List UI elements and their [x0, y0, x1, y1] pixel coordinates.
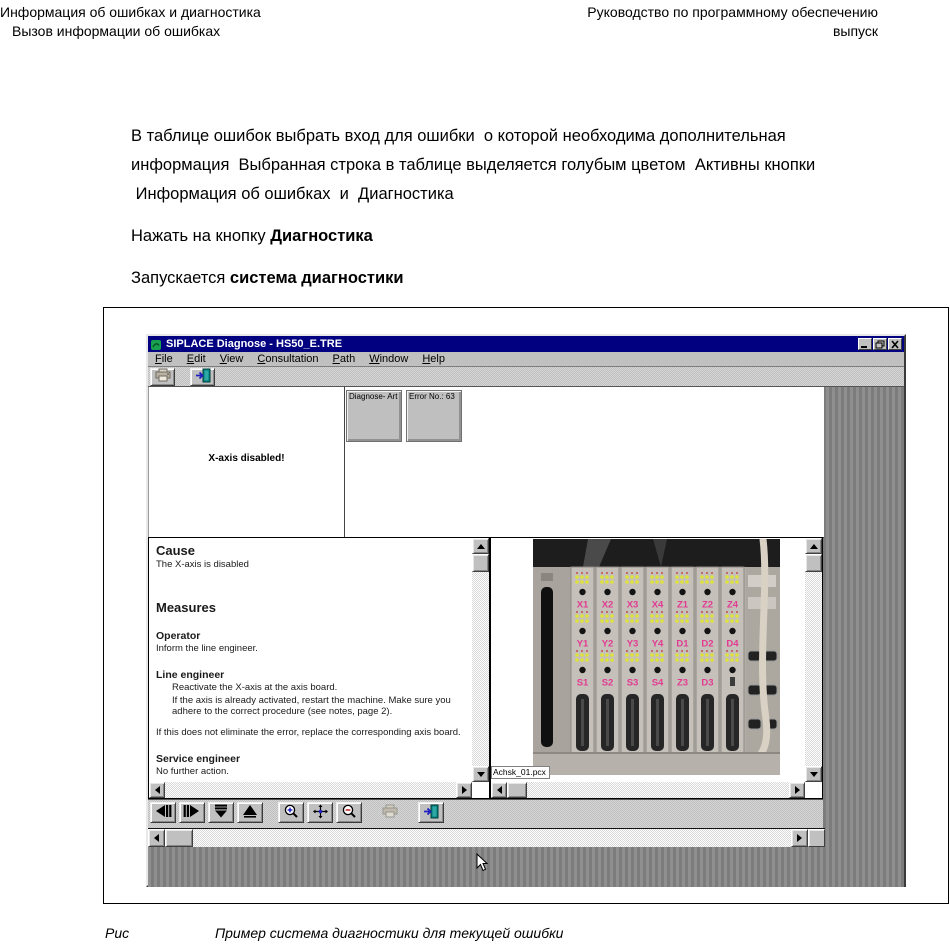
svg-text:D3: D3 — [701, 677, 714, 689]
mouse-cursor — [476, 853, 488, 877]
arrow-up-icon — [810, 544, 818, 549]
scroll-track[interactable] — [527, 782, 789, 798]
info-box[interactable]: Diagnose- Art — [346, 390, 402, 442]
text-line: No further action. — [156, 766, 229, 777]
exit-icon — [423, 804, 439, 822]
scroll-thumb[interactable] — [805, 554, 822, 572]
axis-board-photo — [533, 539, 780, 775]
title-bar[interactable] — [148, 336, 904, 352]
zoom-in-icon — [283, 804, 299, 822]
svg-text:Y2: Y2 — [601, 638, 614, 650]
text-line: Inform the line engineer. — [156, 643, 258, 654]
text-panel-hscrollbar[interactable] — [149, 782, 472, 798]
svg-text:Y4: Y4 — [651, 638, 664, 650]
svg-text:S4: S4 — [651, 677, 664, 689]
photo-panel — [490, 537, 823, 799]
print-button[interactable] — [150, 368, 175, 386]
scroll-thumb[interactable] — [472, 554, 489, 572]
panel-divider — [344, 387, 345, 537]
text-line: If the axis is already activated, restart the machine. Make sure you adhere to the correct procedure (see notes, page 2). — [172, 695, 451, 717]
svg-text:S1: S1 — [576, 677, 589, 689]
step-prev-icon — [154, 804, 172, 821]
photo-panel-vscrollbar[interactable] — [805, 538, 822, 782]
print-icon — [154, 368, 172, 385]
scroll-thumb[interactable] — [165, 829, 193, 847]
bottom-toolbar — [148, 799, 823, 828]
client-area — [148, 387, 904, 887]
print-icon — [381, 804, 399, 821]
pan-button[interactable] — [307, 802, 333, 823]
text-line: The X-axis is disabled — [156, 559, 249, 570]
restore-icon — [875, 340, 885, 349]
header-chapter: Информация об ошибках и диагностика — [0, 4, 261, 20]
exit-icon — [195, 368, 211, 386]
arrow-left-icon — [497, 786, 502, 794]
close-button[interactable] — [888, 338, 902, 350]
step-next-icon — [183, 804, 201, 821]
zoom-out-button[interactable] — [336, 802, 362, 823]
arrow-right-icon — [462, 786, 467, 794]
menu-consultation[interactable]: Consultation — [257, 353, 319, 365]
minimize-icon — [860, 340, 870, 349]
header-section: Вызов информации об ошибках — [12, 23, 221, 39]
step-up-icon — [242, 804, 258, 821]
photo-panel-hscrollbar[interactable] — [491, 782, 805, 798]
svg-text:X3: X3 — [626, 599, 639, 611]
window-title: SIPLACE Diagnose - HS50_E.TRE — [166, 338, 343, 350]
scroll-down-button[interactable] — [472, 766, 489, 782]
text-line: Service engineer — [156, 753, 241, 765]
scroll-track[interactable] — [805, 572, 822, 766]
minimize-button[interactable] — [858, 338, 872, 350]
exit-button[interactable] — [190, 368, 215, 386]
caption-label: Рис — [105, 925, 130, 941]
text-panel-vscrollbar[interactable] — [472, 538, 489, 782]
text-line: Line engineer — [156, 669, 225, 681]
status-panel — [148, 387, 824, 538]
svg-text:Z1: Z1 — [676, 599, 689, 611]
svg-text:S2: S2 — [601, 677, 614, 689]
menu-bar — [148, 352, 904, 367]
exit-button[interactable] — [418, 802, 444, 823]
arrow-down-icon — [477, 772, 485, 777]
step-down-button[interactable] — [208, 802, 234, 823]
close-icon — [890, 340, 900, 349]
menu-path[interactable]: Path — [332, 353, 356, 365]
zoom-in-button[interactable] — [278, 802, 304, 823]
menu-window[interactable]: Window — [369, 353, 409, 365]
scroll-left-button[interactable] — [149, 782, 165, 798]
svg-text:D2: D2 — [701, 638, 714, 650]
menu-edit[interactable]: Edit — [186, 353, 206, 365]
scroll-track[interactable] — [472, 572, 489, 766]
arrow-down-icon — [810, 772, 818, 777]
scroll-right-button[interactable] — [789, 782, 805, 798]
restore-button[interactable] — [873, 338, 887, 350]
step-up-button[interactable] — [237, 802, 263, 823]
scroll-left-button[interactable] — [491, 782, 507, 798]
step-down-icon — [213, 804, 229, 821]
step-next-button[interactable] — [179, 802, 205, 823]
svg-text:X1: X1 — [576, 599, 589, 611]
scroll-up-button[interactable] — [805, 538, 822, 554]
info-box[interactable]: Error No.: 63 — [406, 390, 462, 442]
svg-text:X2: X2 — [601, 599, 614, 611]
svg-text:Z4: Z4 — [726, 599, 739, 611]
body-text — [131, 122, 879, 293]
step-prev-button[interactable] — [150, 802, 176, 823]
scrollbar-corner — [472, 782, 489, 798]
svg-text:S3: S3 — [626, 677, 639, 689]
arrow-right-icon — [797, 834, 802, 842]
header-issue: выпуск — [832, 23, 878, 39]
arrow-left-icon — [155, 786, 160, 794]
photo-filename-label: Achsk_01.pcx — [491, 766, 550, 779]
arrow-up-icon — [477, 544, 485, 549]
scrollbar-corner — [805, 782, 822, 798]
svg-text:Z2: Z2 — [701, 599, 714, 611]
svg-text:Y1: Y1 — [576, 638, 589, 650]
pan-icon — [312, 804, 329, 822]
scroll-left-button[interactable] — [148, 829, 165, 847]
text-line: Reactivate the X-axis at the axis board. — [172, 682, 338, 693]
svg-text:X4: X4 — [651, 599, 664, 611]
header-manual-title: Руководство по программному обеспечению — [587, 4, 878, 20]
paragraph-2: Нажать на кнопку Диагностика — [131, 227, 373, 245]
scroll-track[interactable] — [165, 782, 456, 798]
svg-text:D4: D4 — [726, 638, 739, 650]
error-status-text: X-axis disabled! — [208, 453, 285, 464]
scroll-right-button[interactable] — [791, 829, 808, 847]
paragraph-1: В таблице ошибок выбрать вход для ошибки о которой необходима дополнительная информация Выбранная строка в таблице выделяется голубым цветом Активны кнопки Информация об ошибках и Диагностика — [131, 127, 816, 203]
text-line: If this does not eliminate the error, replace the corresponding axis board. — [156, 727, 461, 738]
app-scrollbar-row — [148, 828, 825, 848]
scrollbar-size-box — [808, 829, 825, 847]
top-toolbar — [148, 367, 904, 387]
scroll-up-button[interactable] — [472, 538, 489, 554]
arrow-right-icon — [795, 786, 800, 794]
figure-box — [103, 307, 949, 904]
menu-view[interactable]: View — [219, 353, 244, 365]
text-line: Operator — [156, 630, 201, 642]
app-icon — [150, 338, 162, 350]
text-panel-content — [149, 538, 472, 782]
caption-text: Пример система диагностики для текущей ошибки — [215, 925, 564, 941]
zoom-out-icon — [341, 804, 357, 822]
menu-file[interactable]: File — [155, 353, 173, 365]
menu-help[interactable]: Help — [422, 353, 445, 365]
svg-text:Z3: Z3 — [676, 677, 689, 689]
svg-text:Y3: Y3 — [626, 638, 639, 650]
scroll-right-button[interactable] — [456, 782, 472, 798]
arrow-left-icon — [154, 834, 159, 842]
print-button — [377, 802, 403, 823]
scroll-thumb[interactable] — [507, 782, 527, 798]
text-line: Measures — [156, 600, 216, 615]
scroll-track[interactable] — [193, 829, 791, 847]
paragraph-3: Запускается система диагностики — [131, 269, 404, 287]
scroll-down-button[interactable] — [805, 766, 822, 782]
text-line: Cause — [156, 543, 196, 558]
diagnosis-text-panel — [148, 537, 490, 799]
diagnosis-info-boxes — [346, 390, 462, 442]
app-window — [146, 334, 906, 887]
app-horizontal-scrollbar[interactable] — [148, 829, 808, 847]
svg-text:D1: D1 — [676, 638, 689, 650]
